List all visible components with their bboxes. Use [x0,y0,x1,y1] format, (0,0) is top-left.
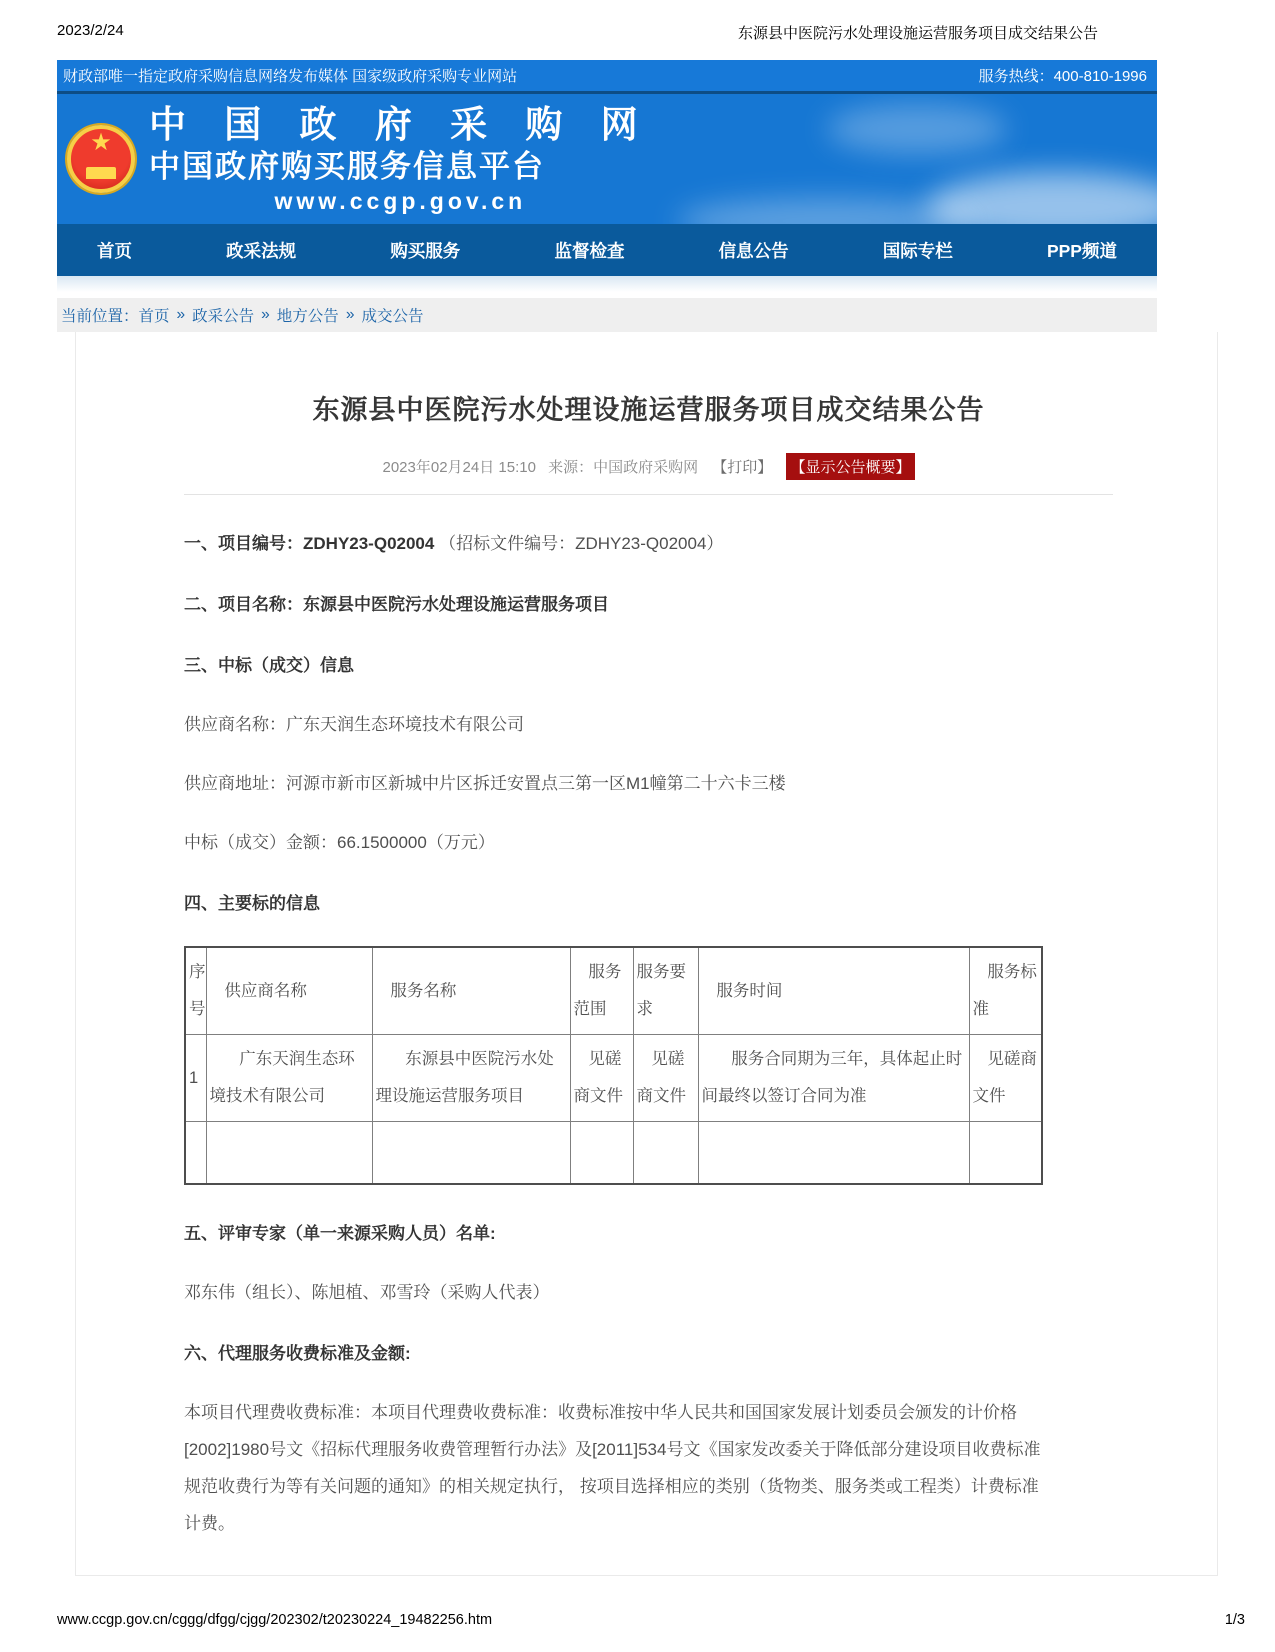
col-header-service-time: 服务时间 [698,947,969,1035]
section-project-name: 二、项目名称：东源县中医院污水处理设施运营服务项目 [184,595,609,614]
section-experts-heading: 五、评审专家（单一来源采购人员）名单: [184,1223,496,1243]
nav-item-home[interactable]: 首页 [97,240,132,261]
supplier-name: 供应商名称：广东天润生态环境技术有限公司 [184,715,524,734]
topbar-slogan: 财政部唯一指定政府采购信息网络发布媒体 国家级政府采购专业网站 [63,68,518,85]
col-header-service-name: 服务名称 [372,947,570,1035]
print-page-number: 1/3 [1224,1612,1245,1628]
section-main-subject-heading: 四、主要标的信息 [184,894,320,913]
col-header-service-standard: 服务标准 [969,947,1042,1035]
breadcrumb-label: 当前位置： [61,308,139,325]
site-name: 中 国 政 府 采 购 网 [149,103,652,145]
award-amount: 中标（成交）金额：66.1500000（万元） [184,833,495,852]
topbar [57,60,1157,94]
table-row: 1 广东天润生态环境技术有限公司 东源县中医院污水处理设施运营服务项目 见磋商文件 见磋商文件 服务合同期为三年，具体起止时间最终以签订合同为准 见磋商文件 [185,1035,1042,1122]
topbar-hotline: 服务热线：400-810-1996 [978,68,1147,85]
section-award-info-heading: 三、中标（成交）信息 [184,656,354,675]
breadcrumb-award-notices[interactable]: 成交公告 [361,308,424,325]
national-emblem-icon: ★ [67,125,135,193]
col-header-service-scope: 服务范围 [570,947,633,1035]
main-nav [57,224,1157,276]
cloud-decoration [827,104,1007,154]
subject-info-table [184,946,1043,1185]
experts-list: 邓东伟（组长）、陈旭植、邓雪玲（采购人代表） [184,1282,550,1302]
nav-item-purchase-service[interactable]: 购买服务 [390,240,461,261]
print-doc-title: 东源县中医院污水处理设施运营服务项目成交结果公告 [737,25,1098,42]
agency-fee-text: 本项目代理费收费标准：本项目代理费收费标准：收费标准按中华人民共和国国家发展计划委员会颁发的计价格[2002]1980号文《招标代理服务收费管理暂行办法》及[2011]534号文《国家发改委关于降低部分建设项目收费标准规范收费行为等有关问题的通知》的相关规定执行， 按项目选择相应的类别（货物类、服务类或工程类）计费标准计费。 [184,1402,1041,1533]
nav-item-supervision[interactable]: 监督检查 [554,240,625,261]
table-row-empty [185,1122,1042,1184]
print-button[interactable]: 【打印】 [712,459,773,476]
section-agency-fee-heading: 六、代理服务收费标准及金额: [184,1343,411,1363]
col-header-seq: 序号 [185,947,206,1035]
nav-item-regulations[interactable]: 政采法规 [226,240,297,261]
site-banner [57,94,1157,224]
page-title: 东源县中医院污水处理设施运营服务项目成交结果公告 [312,395,985,425]
section-project-number: 一、项目编号：ZDHY23-Q02004 （招标文件编号：ZDHY23-Q02004） [184,534,724,553]
site-logo[interactable] [149,103,652,214]
print-date: 2023/2/24 [57,22,124,39]
print-footer [0,1612,1275,1628]
publish-datetime: 2023年02月24日 15:10 [382,459,536,476]
breadcrumb-procurement-notices[interactable]: 政采公告 [192,308,255,325]
article-meta [184,453,1113,495]
article-body [184,532,1041,1542]
col-header-service-requirement: 服务要求 [633,947,698,1035]
site-subtitle: 中国政府购买服务信息平台 [149,148,545,184]
nav-gradient-strip [57,276,1157,292]
col-header-supplier: 供应商名称 [206,947,372,1035]
article-frame [75,332,1218,1576]
nav-item-ppp-channel[interactable]: PPP频道 [1046,240,1117,261]
nav-item-announcements[interactable]: 信息公告 [718,240,789,261]
breadcrumb-local-notices[interactable]: 地方公告 [276,308,339,325]
print-url: www.ccgp.gov.cn/cggg/dfgg/cjgg/202302/t20230224_19482256.htm [57,1612,493,1628]
breadcrumb: 当前位置： 首页 » 政采公告 » 地方公告 » 成交公告 [57,298,1157,332]
supplier-address: 供应商地址：河源市新市区新城中片区拆迁安置点三第一区M1幢第二十六卡三楼 [184,774,786,793]
article-source: 来源：中国政府采购网 [548,459,699,476]
breadcrumb-home[interactable]: 首页 [138,308,170,325]
table-header-row [185,947,1042,1035]
site-url: www.ccgp.gov.cn [274,187,527,214]
show-summary-button[interactable]: 【显示公告概要】 [786,453,914,480]
print-header [0,0,1275,60]
nav-item-international[interactable]: 国际专栏 [882,240,953,261]
